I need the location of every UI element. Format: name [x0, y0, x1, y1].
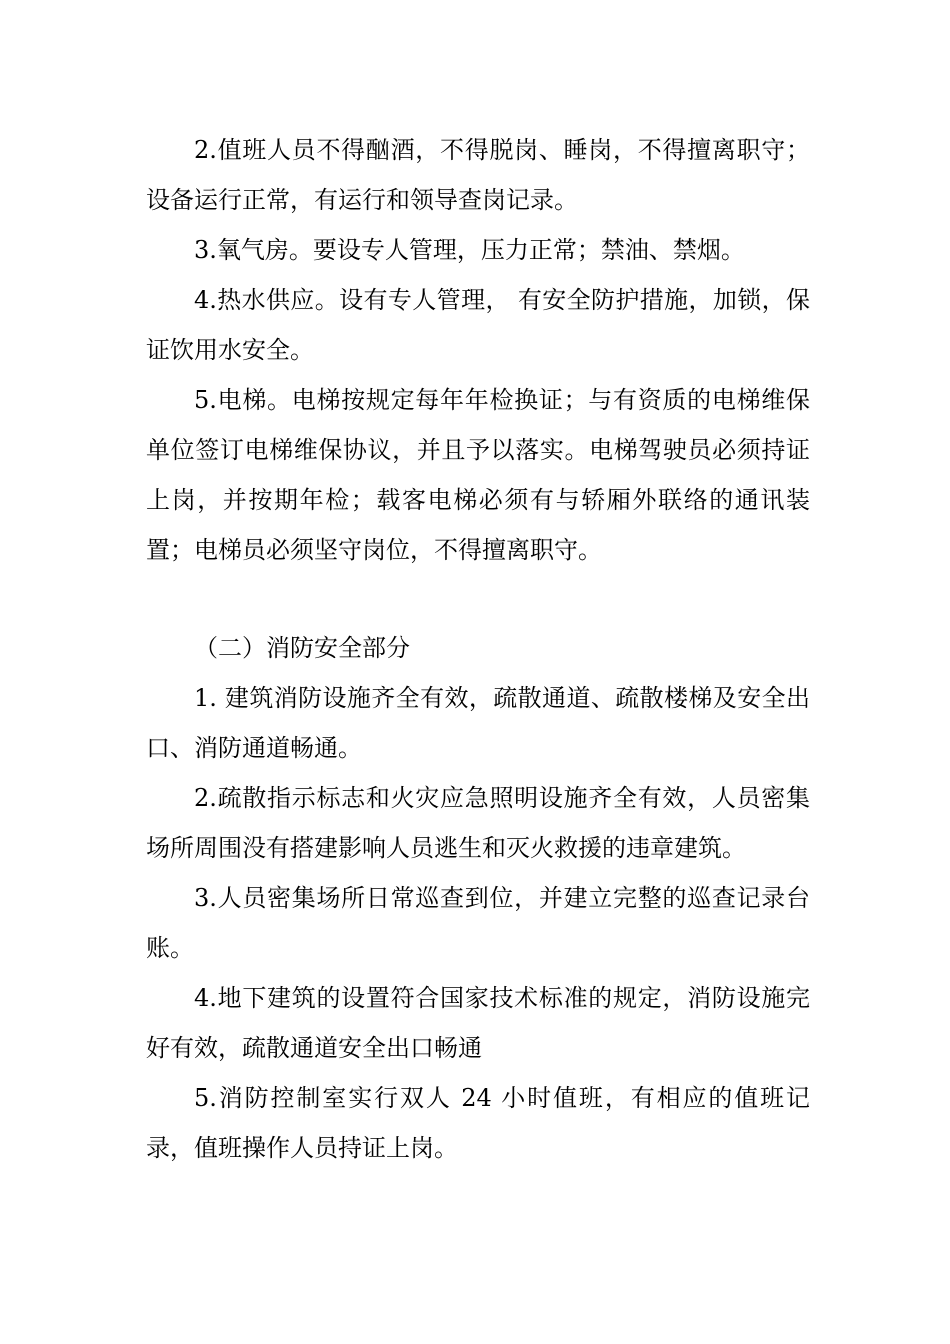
paragraph-duty-staff: 2.值班人员不得酗酒，不得脱岗、睡岗，不得擅离职守；设备运行正常，有运行和领导查岗记录。 [146, 136, 810, 214]
paragraph-elevator: 5.电梯。电梯按规定每年年检换证；与有资质的电梯维保单位签订电梯维保协议，并且予以落实。电梯驾驶员必须持证上岗，并按期年检；载客电梯必须有与轿厢外联络的通讯装置；电梯员必须坚守岗位，不得擅离职守。 [146, 386, 810, 564]
paragraph-daily-patrol: 3.人员密集场所日常巡查到位，并建立完整的巡查记录台账。 [146, 884, 810, 962]
section-heading-fire-safety: （二）消防安全部分 [194, 634, 410, 662]
paragraph-fire-control-room: 5.消防控制室实行双人 24 小时值班，有相应的值班记录，值班操作人员持证上岗。 [146, 1084, 810, 1162]
paragraph-oxygen-room: 3.氧气房。要设专人管理，压力正常；禁油、禁烟。 [194, 236, 745, 264]
paragraph-fire-facilities: 1. 建筑消防设施齐全有效，疏散通道、疏散楼梯及安全出口、消防通道畅通。 [146, 684, 810, 762]
paragraph-evacuation-signs: 2.疏散指示标志和火灾应急照明设施齐全有效，人员密集场所周围没有搭建影响人员逃生和灭火救援的违章建筑。 [146, 784, 810, 862]
paragraph-underground-buildings: 4.地下建筑的设置符合国家技术标准的规定，消防设施完好有效，疏散通道安全出口畅通 [146, 984, 810, 1062]
paragraph-hot-water: 4.热水供应。设有专人管理， 有安全防护措施，加锁，保证饮用水安全。 [146, 286, 810, 364]
